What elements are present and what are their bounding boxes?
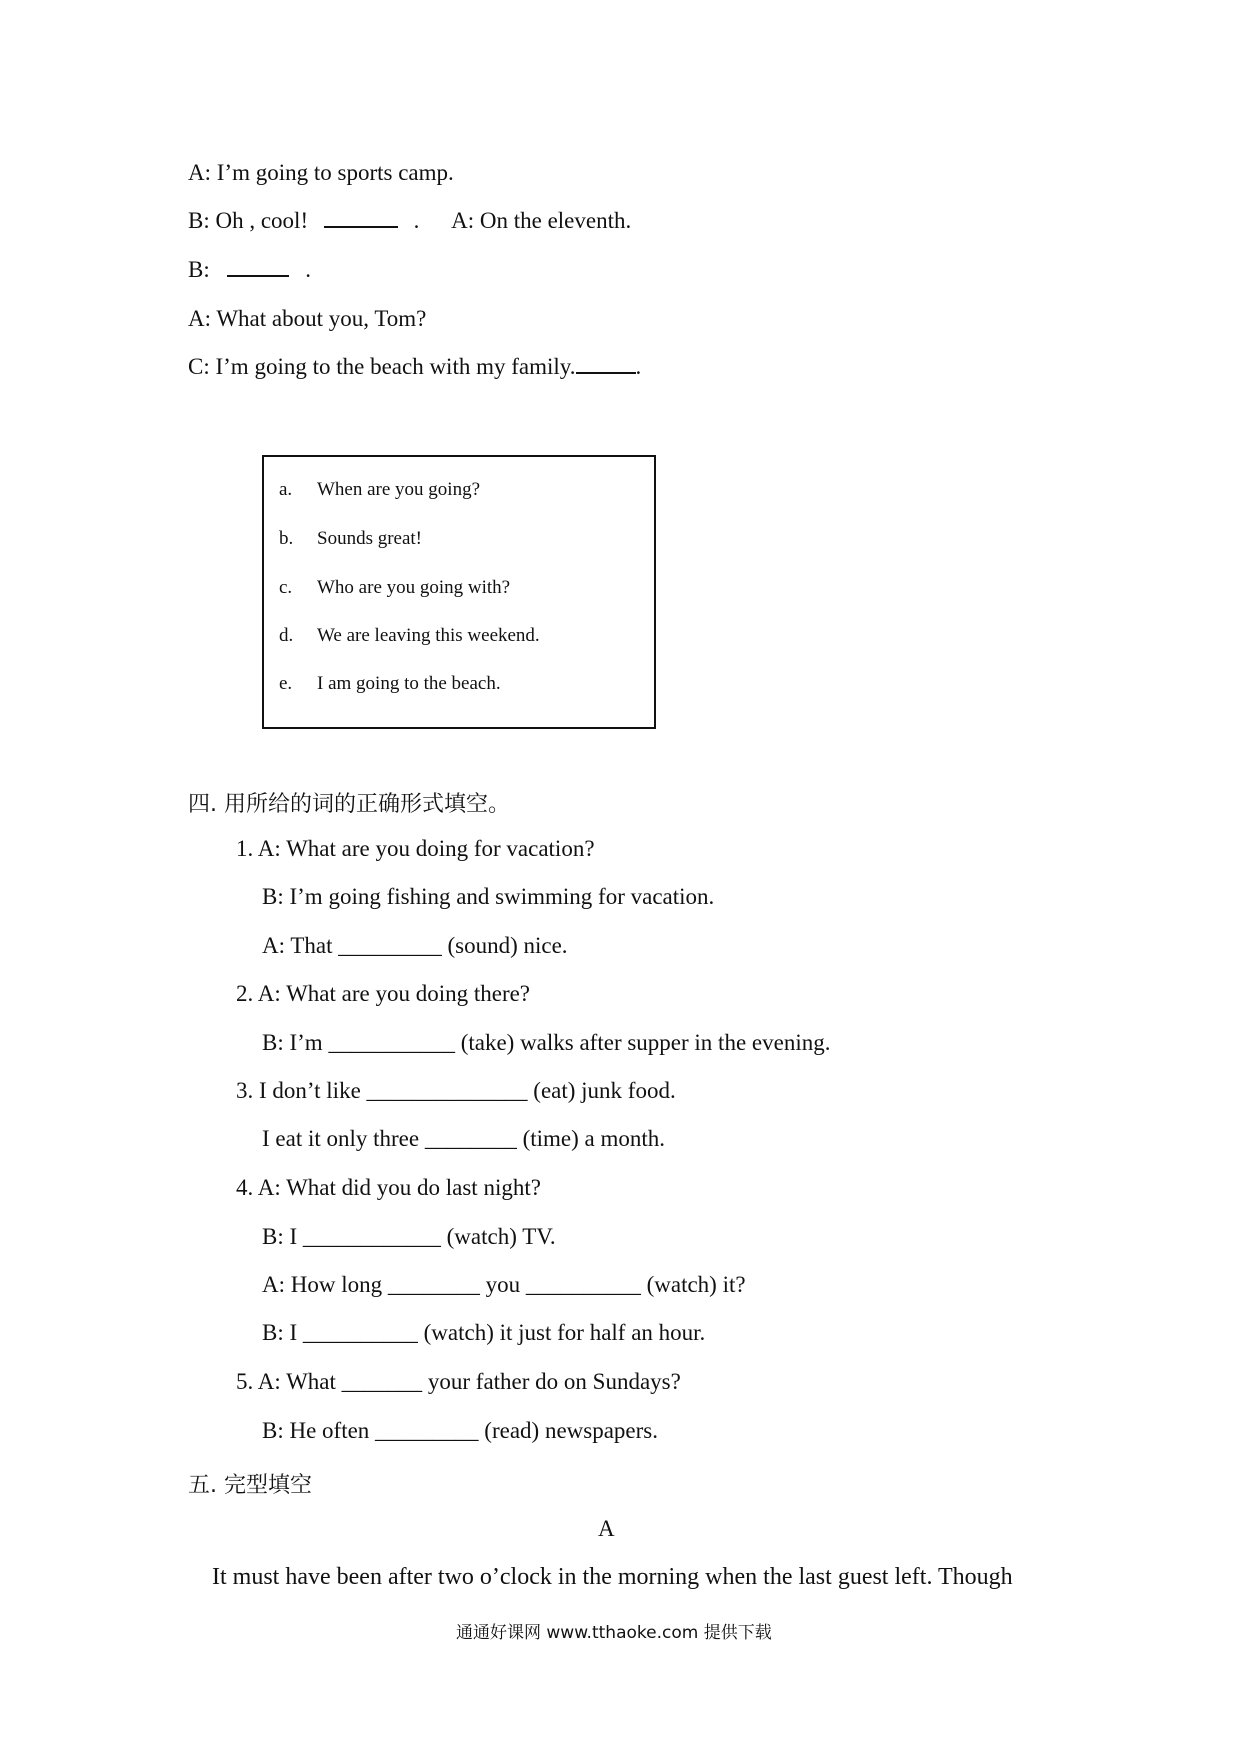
option-d	[279, 625, 540, 647]
dialogue-line-3	[188, 257, 311, 283]
footer-credit: 通通好课网 www.tthaoke.com 提供下载	[456, 1623, 772, 1643]
dialogue-line-2-period: .	[413, 208, 420, 233]
dialogue-line-2-text: B: Oh , cool!	[188, 208, 309, 233]
exercise-line-5: B: I’m ___________ (take) walks after supper in the evening.	[262, 1030, 831, 1055]
exercise-line-10: A: How long ________ you __________ (watch) it?	[262, 1272, 746, 1297]
option-b-text: Sounds great!	[317, 528, 423, 549]
option-c	[279, 577, 510, 599]
answer-blank-2[interactable]	[227, 274, 289, 277]
option-b	[279, 528, 422, 550]
exercise-line-1: 1. A: What are you doing for vacation?	[236, 836, 595, 861]
option-a-text: When are you going?	[317, 479, 481, 500]
exercise-line-3: A: That _________ (sound) nice.	[262, 933, 568, 958]
dialogue-line-4: A: What about you, Tom?	[188, 306, 427, 331]
exercise-line-4: 2. A: What are you doing there?	[236, 981, 531, 1006]
answer-blank-3[interactable]	[576, 371, 636, 374]
option-e	[279, 673, 501, 695]
dialogue-line-5	[188, 354, 641, 380]
option-c-key: c.	[279, 577, 293, 598]
option-b-key: b.	[279, 528, 294, 549]
dialogue-line-2	[188, 208, 631, 234]
exercise-line-6: 3. I don’t like ______________ (eat) junk food.	[236, 1078, 676, 1103]
dialogue-line-1: A: I’m going to sports camp.	[188, 160, 454, 185]
dialogue-line-3-period: .	[305, 257, 311, 282]
option-a	[279, 479, 480, 501]
section-5-title: 五. 完型填空	[188, 1473, 312, 1498]
dialogue-line-5-period: .	[635, 354, 642, 379]
options-box	[262, 455, 656, 729]
exercise-line-8: 4. A: What did you do last night?	[236, 1175, 541, 1200]
passage-text: It must have been after two o’clock in the morning when the last guest left. Though	[212, 1564, 1013, 1590]
option-d-text: We are leaving this weekend.	[317, 625, 540, 646]
option-a-key: a.	[279, 479, 293, 500]
exercise-line-9: B: I ____________ (watch) TV.	[262, 1224, 556, 1249]
exercise-line-11: B: I __________ (watch) it just for half an hour.	[262, 1320, 706, 1345]
dialogue-line-2-answer: A: On the eleventh.	[451, 208, 632, 233]
section-4-title: 四. 用所给的词的正确形式填空。	[188, 792, 510, 817]
option-e-text: I am going to the beach.	[317, 673, 501, 694]
exercise-line-13: B: He often _________ (read) newspapers.	[262, 1418, 658, 1443]
answer-blank-1[interactable]	[324, 225, 398, 228]
passage-label: A	[598, 1516, 615, 1541]
exercise-line-12: 5. A: What _______ your father do on Sundays?	[236, 1369, 681, 1394]
exercise-line-2: B: I’m going fishing and swimming for vacation.	[262, 884, 715, 909]
dialogue-line-3-text: B:	[188, 257, 210, 282]
dialogue-line-5-text: C: I’m going to the beach with my family.	[188, 354, 576, 379]
option-e-key: e.	[279, 673, 293, 694]
option-d-key: d.	[279, 625, 294, 646]
exercise-line-7: I eat it only three ________ (time) a month.	[262, 1126, 666, 1151]
option-c-text: Who are you going with?	[317, 577, 511, 598]
